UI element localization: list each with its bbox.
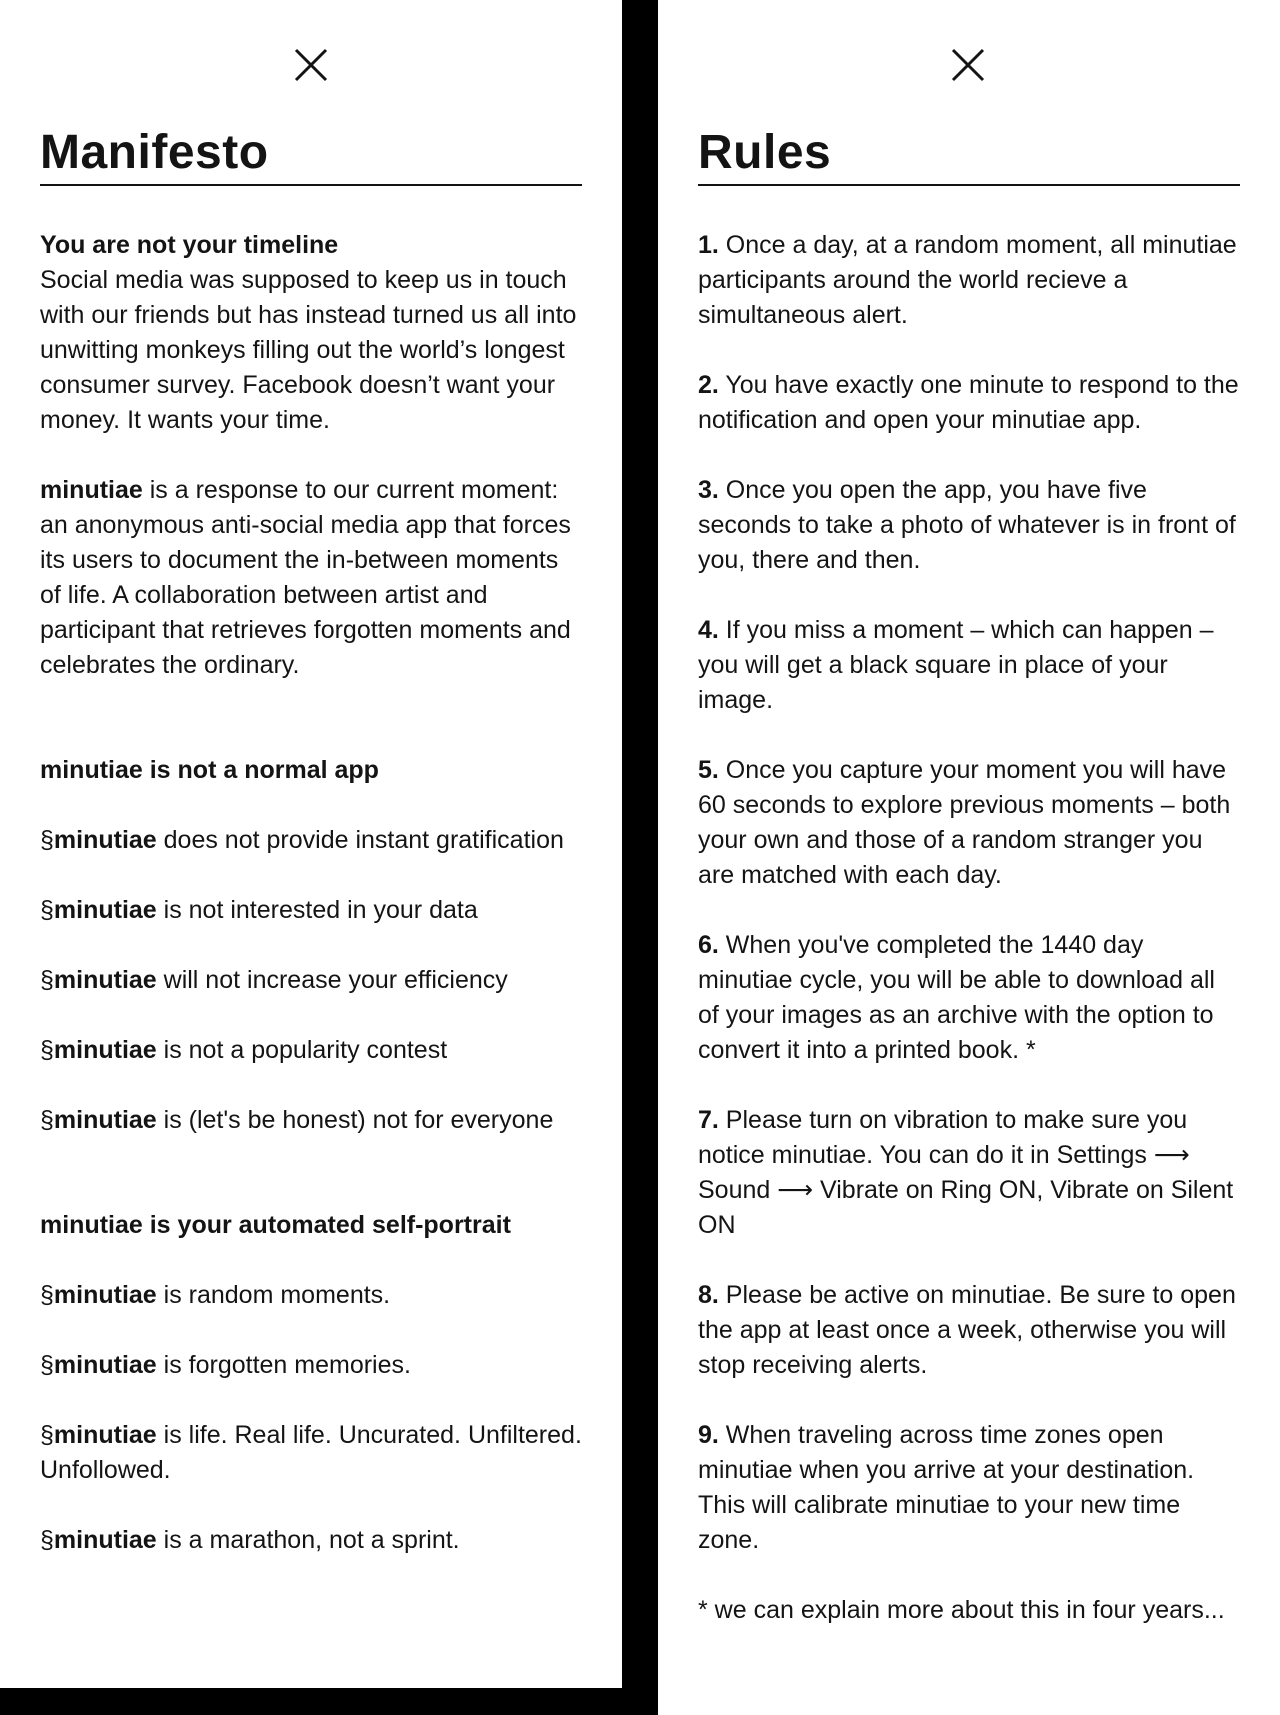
list-item: §minutiae is (let's be honest) not for everyone: [40, 1106, 554, 1134]
rule-item: 4. If you miss a moment – which can happen – you will get a black square in place of your image.: [698, 616, 1214, 714]
manifesto-panel: [0, 0, 622, 1688]
paragraph: Social media was supposed to keep us in touch with our friends but has instead turned us all into unwitting monkeys filling out the world’s longest consumer survey. Facebook doesn’t want your money. It wants your time.: [40, 266, 577, 434]
list-item: §minutiae is random moments.: [40, 1281, 391, 1309]
manifesto-content: [40, 228, 582, 1558]
rule-item: 2. You have exactly one minute to respond to the notification and open your minutiae app.: [698, 371, 1239, 434]
close-icon: [294, 48, 328, 82]
rule-item: 7. Please turn on vibration to make sure you notice minutiae. You can do it in Settings ⟶ Sound ⟶ Vibrate on Ring ON, Vibrate on Silent ON: [698, 1106, 1234, 1239]
rules-close-button[interactable]: [951, 48, 985, 82]
list-item: §minutiae is a marathon, not a sprint.: [40, 1526, 460, 1554]
rule-item: 1. Once a day, at a random moment, all minutiae participants around the world recieve a simultaneous alert.: [698, 231, 1237, 329]
close-icon: [951, 48, 985, 82]
list-item: §minutiae is forgotten memories.: [40, 1351, 411, 1379]
section-heading: You are not your timeline: [40, 231, 339, 259]
list-item: §minutiae will not increase your efficiency: [40, 966, 508, 994]
page-title: Rules: [698, 124, 1240, 186]
list-item: §minutiae is not a popularity contest: [40, 1036, 448, 1064]
list-item: §minutiae does not provide instant gratification: [40, 826, 564, 854]
footnote: * we can explain more about this in four years...: [698, 1596, 1225, 1624]
section-heading: minutiae is not a normal app: [40, 756, 379, 784]
list-item: §minutiae is life. Real life. Uncurated. Unfiltered. Unfollowed.: [40, 1421, 582, 1484]
rule-item: 3. Once you open the app, you have five seconds to take a photo of whatever is in front of you, there and then.: [698, 476, 1236, 574]
rule-item: 8. Please be active on minutiae. Be sure to open the app at least once a week, otherwise you will stop receiving alerts.: [698, 1281, 1236, 1379]
rules-content: [698, 228, 1240, 1628]
rule-item: 9. When traveling across time zones open minutiae when you arrive at your destination. This will calibrate minutiae to your new time zone.: [698, 1421, 1195, 1554]
list-item: §minutiae is not interested in your data: [40, 896, 478, 924]
paragraph: minutiae is a response to our current moment: an anonymous anti-social media app that forces its users to document the in-between moments of life. A collaboration between artist and participant that retrieves forgotten moments and celebrates the ordinary.: [40, 476, 571, 679]
rule-item: 5. Once you capture your moment you will have 60 seconds to explore previous moments – both your own and those of a random stranger you are matched with each day.: [698, 756, 1231, 889]
page-title: Manifesto: [40, 124, 582, 186]
manifesto-close-button[interactable]: [294, 48, 328, 82]
rules-panel: [658, 0, 1280, 1715]
rule-item: 6. When you've completed the 1440 day minutiae cycle, you will be able to download all of your images as an archive with the option to convert it into a printed book. *: [698, 931, 1215, 1064]
section-heading: minutiae is your automated self-portrait: [40, 1211, 511, 1239]
